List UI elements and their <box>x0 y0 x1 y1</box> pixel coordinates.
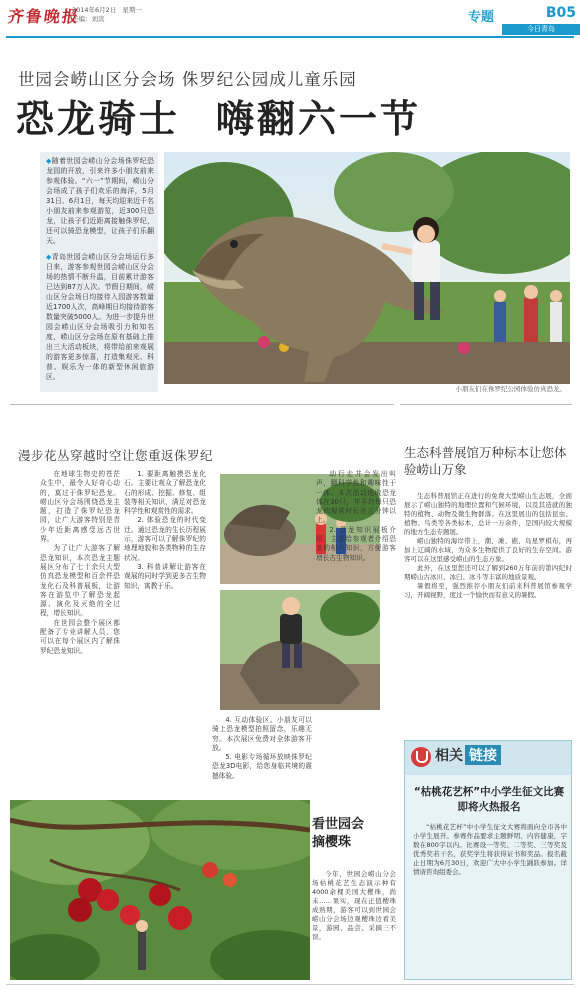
related-label: 相关 链接 <box>435 745 501 765</box>
issue-date: 2014年6月2日 <box>72 6 117 14</box>
paragraph: 3. 科普讲解让游客在观展的同时学到更多古生物知识，寓教于乐。 <box>124 562 206 590</box>
editor-credit: 美编：刘宾 <box>72 15 105 23</box>
header-rule <box>6 36 574 38</box>
paragraph: 生态科普展馆正在进行的免费大型崂山生态展，全面展示了崂山独特的地理位置和气候环境，以及其造就的独特的植物、动物及微生物群落。在这里展出的包括昆虫、植物、鸟类等各类标本，总计一万余件，是国内较大规模的地方生态专题展。 <box>404 492 572 536</box>
footer-rule <box>6 984 574 985</box>
dateline <box>72 6 148 24</box>
paragraph: 此外，在这里您还可以了解到260万年前的第四纪时期崂山古冰川、冰臼、冰斗等丰富的地质景观。 <box>404 564 572 581</box>
paragraph: 2. 体验恐龙的时代变迁。通过恐龙的生长历程展示，游客可以了解侏罗纪的地理地貌和各类物种的生存状况。 <box>124 516 206 562</box>
headline <box>16 88 421 143</box>
related-link-box <box>404 740 572 980</box>
section2-title: 生态科普展馆万种标本让您体验崂山万象 <box>404 445 567 477</box>
section1-column-3 <box>212 716 312 800</box>
page-number: B05 <box>545 5 576 21</box>
newspaper-logo: 齐鲁晚报 <box>6 7 82 26</box>
section1-column-1 <box>40 470 120 800</box>
section3-title <box>312 816 396 852</box>
related-header <box>405 741 571 775</box>
masthead <box>0 0 580 36</box>
paragraph: 动行走并会发出叫声，翻科学性和趣味性于一体。本次活动选取恐龙体在30只，年平均每只恐龙的观赏时长在五分钟以上。 <box>316 470 396 525</box>
section3-body <box>312 870 396 980</box>
paragraph: 为了让广大游客了解恐龙知识，本次恐龙主题展区分布了七十余只大型仿真恐龙模型和百余件恐龙化石及科普展板，让游客在游览中了解恐龙起源、演化及灭绝的全过程，增长知识。 <box>40 544 120 618</box>
related-body: “枯桃花艺杯”中小学生征文大赛将面向全市各中小学生展开。参赛作品要求主题鲜明、内容健康，字数在800字以内。比赛设一等奖、二等奖、三等奖及优秀奖若干名，获奖学生将获得证书和奖品。报名截止日期为6月30日，欢迎广大中小学生踊跃参加。详情请咨询组委会。 <box>413 823 567 876</box>
cherry-photo-illustration <box>10 800 310 980</box>
paragraph: 在世园会整个展区都配备了专业讲解人员，您可以在每个展区内了解侏罗纪恐龙知识。 <box>40 618 120 655</box>
overline: 世园会崂山区分会场 侏罗纪公园成儿童乐园 <box>18 70 357 89</box>
paragraph: 在地球生物史的苍茫众生中，最令人好奇心动的，莫过于侏罗纪恐龙。崂山区分会场围绕恐龙主题，打造了侏罗纪恐龙园，让广大游客特别是青少年近距离感受远古世界。 <box>40 470 120 544</box>
section1-column-4 <box>316 470 396 800</box>
section2-body <box>404 492 572 722</box>
section1-title: 漫步花丛穿越时空让您重返侏罗纪 <box>18 448 214 463</box>
intro-box <box>40 152 158 392</box>
intro-paragraph: ◆青岛世园会崂山区分会场运行多日来，游客参观世园会崂山区分会场的热情不断升温，目前累计游客已达到87万人次。节假日期间，崂山区分会场日均接待入园游客数量近1700人次，高峰期日均接待游客数量突破5000人。为进一步提升世园会崂山区分会场吸引力和知名度，崂山区分会场在原有基础上推出三大活动板块，将带给前来观展的游客更多惊喜，打造集观光、科普、娱乐为一体的新型休闲旅游区。 <box>46 253 154 381</box>
issue-weekday: 星期一 <box>122 6 142 14</box>
paragraph: 今年，世园会崂山分会场枯桃花艺生态演示种有4000余棵美国大樱珠，尚未……果实，现在正值樱珠成熟期，游客可以到世园会崂山分会场边观樱珠边看美景，游园、品尝、采摘三不误。 <box>312 870 396 941</box>
section3-title-line2: 摘樱珠 <box>312 835 352 850</box>
section1-column-2 <box>124 470 206 800</box>
photo-dinosaur-ride <box>164 152 570 384</box>
paragraph: 1. 要距离触摸恐龙化石。主要让观众了解恐龙化石的形成、挖掘、修复、组装等相关知识，满足对恐龙科学性和观赏性的需求。 <box>124 470 206 516</box>
paragraph: 崂山独特的海岸带上，潮、滩、礁、岛星罗棋布，再加上辽阔的水域，为众多生物提供了良好的生存空间。游客可以在这里感受崂山的生态万象。 <box>404 537 572 563</box>
bullet-icon: ◆ <box>46 253 52 261</box>
photo-top-caption: 小朋友们在侏罗纪公园体验仿真恐龙。 <box>455 385 566 393</box>
related-title: “枯桃花艺杯”中小学生征文比赛即将火热报名 <box>413 786 565 813</box>
link-icon <box>411 747 431 767</box>
headline-right: 嗨翻六一节 <box>216 97 422 141</box>
paragraph: 5. 电影专场循环放映侏罗纪恐龙3D电影，给您身临其境的震撼体验。 <box>212 753 312 780</box>
paragraph: 暑假将至，强烈推荐小朋友们前来科普展馆参观学习，开阔视野，度过一个愉快而有意义的暑假。 <box>404 582 572 599</box>
subsection-label: 今日青岛 <box>502 24 580 35</box>
section3-title-line1: 看世园会 <box>312 817 365 832</box>
paragraph: 4. 互动体验区。小朋友可以骑上恐龙模型拍照留念，乐趣无穷。本次展区免费对全体游客开放。 <box>212 716 312 752</box>
paragraph: 2. 恐龙知识展板介绍。主要给参观者介绍恐龙的相关知识，方便游客增长古生物知识。 <box>316 525 396 562</box>
photo-cherries <box>10 800 310 980</box>
bullet-icon: ◆ <box>46 157 52 165</box>
section-divider <box>400 404 572 405</box>
intro-paragraph: ◆随着世园会崂山分会场侏罗纪恐龙园的开放，引来许多小朋友前来参观体验。“六一”节期间，崂山分会场成了孩子们欢乐的海洋，5月31日、6月1日，每天均迎来近千名小朋友前来参观游览，近300只恐龙，让孩子们近距离接触侏罗纪，还可以骑恐龙模型，让孩子们乐翻天。 <box>46 157 154 245</box>
section-label: 专题 <box>468 10 495 25</box>
section-box <box>464 4 580 34</box>
section-divider <box>10 404 394 405</box>
related-label-highlight: 链接 <box>465 745 501 765</box>
headline-left: 恐龙骑士 <box>16 97 181 141</box>
dinosaur-photo-illustration <box>164 152 570 384</box>
